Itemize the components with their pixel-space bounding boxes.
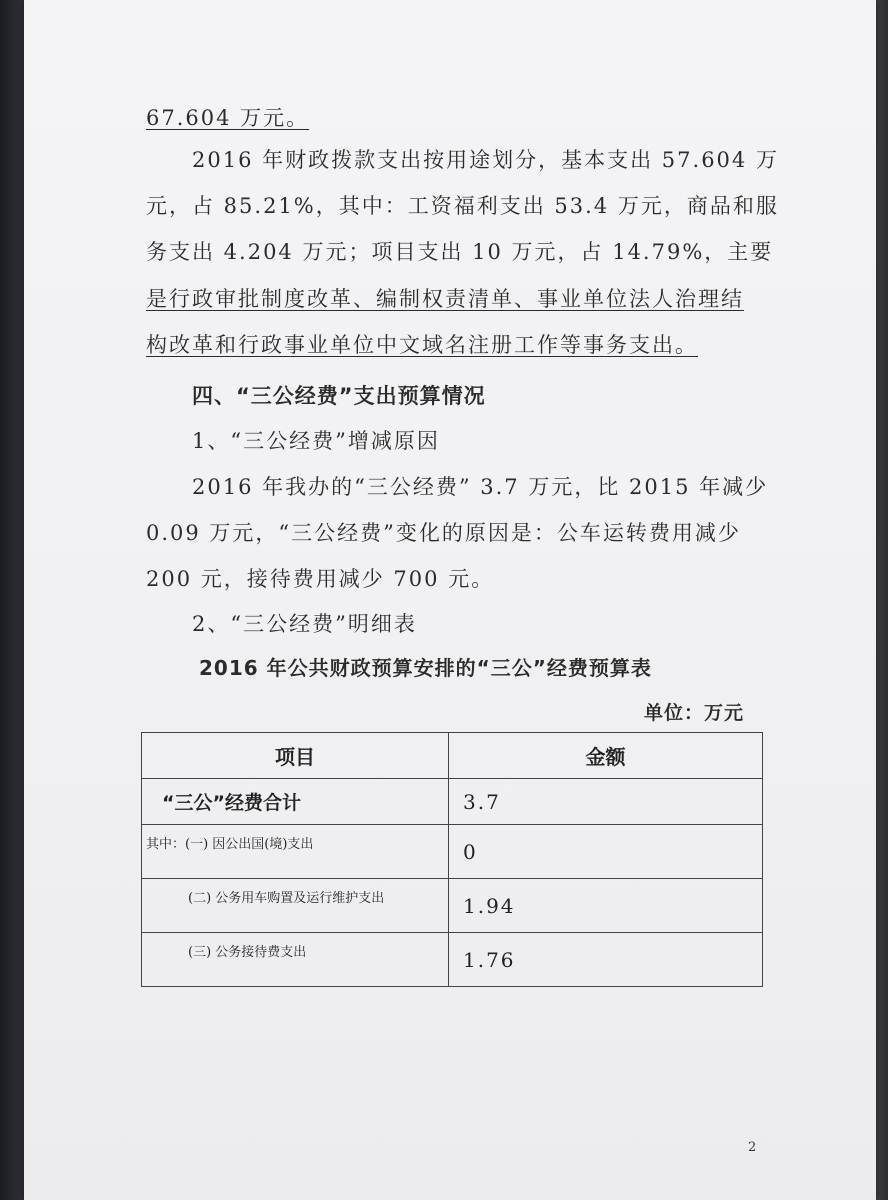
row-amount: 1.94 [449,879,763,933]
row-item: (三) 公务接待费支出 [142,933,449,987]
para2-line3: 务支出 4.204 万元；项目支出 10 万元，占 14.79%，主要 [146,240,774,264]
section4-heading: 四、“三公经费”支出预算情况 [192,384,486,408]
header-amount: 金额 [449,733,763,779]
unit-label: 单位：万元 [644,702,745,724]
table-header-row [142,733,763,779]
para2-line4: 是行政审批制度改革、编制权责清单、事业单位法人治理结 [146,287,744,311]
sub1-line1: 2016 年我办的“三公经费” 3.7 万元，比 2015 年减少 [192,475,769,499]
row-amount: 0 [449,825,763,879]
table-row [142,779,763,825]
sub1-line3: 200 元，接待费用减少 700 元。 [146,567,495,591]
page-number: 2 [748,1140,757,1155]
row-item: “三公”经费合计 [142,779,449,825]
row-item: (二) 公务用车购置及运行维护支出 [142,879,449,933]
para2-line1: 2016 年财政拨款支出按用途划分，基本支出 57.604 万 [192,148,779,172]
table-row [142,933,763,987]
sub1-line2: 0.09 万元，“三公经费”变化的原因是：公车运转费用减少 [146,521,741,545]
para2-line5: 构改革和行政事业单位中文域名注册工作等事务支出。 [146,333,698,357]
sub1-heading: 1、“三公经费”增减原因 [192,429,440,453]
document-page [24,0,876,1200]
row-item: 其中：(一) 因公出国(境)支出 [142,825,449,879]
row-amount: 1.76 [449,933,763,987]
table-row [142,825,763,879]
table-row [142,879,763,933]
row-amount: 3.7 [449,779,763,825]
table-title: 2016 年公共财政预算安排的“三公”经费预算表 [199,656,652,680]
header-item: 项目 [142,733,449,779]
para2-line2: 元，占 85.21%，其中：工资福利支出 53.4 万元，商品和服 [146,194,779,218]
sub2-heading: 2、“三公经费”明细表 [192,612,417,636]
para1-line1: 67.604 万元。 [146,106,310,130]
budget-table [141,732,763,987]
